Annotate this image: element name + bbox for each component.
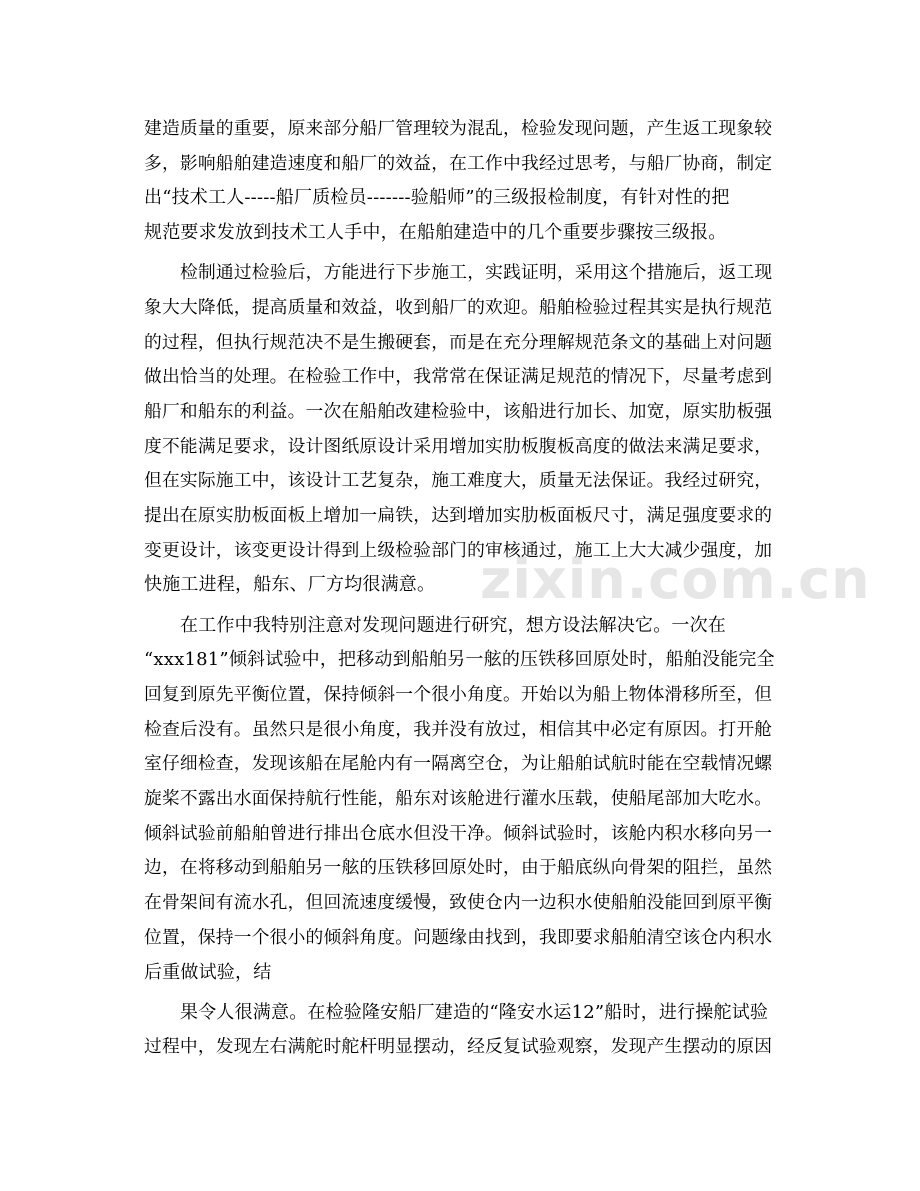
- text-line: “xxx181”倾斜试验中，把移动到船舶另一舷的压铁移回原处时，船舶没能完全: [144, 649, 775, 671]
- text-line: 变更设计，该变更设计得到上级检验部门的审核通过，施工上大大减少强度，加: [144, 540, 773, 561]
- paragraph-4: [144, 996, 780, 1065]
- text-line: 室仔细检查，发现该船在尾舱内有一隔离空仓，为让船舶试航时能在空载情况螺: [144, 754, 773, 775]
- text-line: 的过程，但执行规范决不是生搬硬套，而是在充分理解规范条文的基础上对问题: [144, 332, 773, 353]
- text-line: 多，影响船舶建造速度和船厂的效益，在工作中我经过思考，与船厂协商，制定: [144, 153, 773, 174]
- text-line: 船厂和船东的利益。一次在船舶改建检验中，该船进行加长、加宽，原实肋板强: [144, 402, 773, 422]
- text-line: 边，在将移动到船舶另一舷的压铁移回原处时，由于船底纵向骨架的阻拦，虽然: [144, 858, 773, 879]
- text-line: 旋桨不露出水面保持航行性能，船东对该舱进行灌水压载，使船尾部加大吃水。: [144, 789, 773, 810]
- text-line: 在骨架间有流水孔，但回流速度缓慢，致使仓内一边积水使船舶没能回到原平衡: [144, 893, 773, 914]
- text-line: 倾斜试验前船舶曾进行排出仓底水但没干净。倾斜试验时，该舱内积水移向另一: [144, 823, 773, 844]
- body-text: [144, 112, 780, 1065]
- paragraph-2: [144, 256, 780, 603]
- watermark: zixin.com.cn: [480, 548, 871, 611]
- text-line: 建造质量的重要，原来部分船厂管理较为混乱，检验发现问题，产生返工现象较: [144, 119, 773, 139]
- text-line: 检制通过检验后，方能进行下步施工，实践证明，采用这个措施后，返工现: [180, 263, 773, 284]
- text-line: 回复到原先平衡位置，保持倾斜一个很小角度。开始以为船上物体滑移所至，但: [144, 685, 773, 705]
- text-line: 做出恰当的处理。在检验工作中，我常常在保证满足规范的情况下，尽量考虑到: [144, 367, 773, 388]
- paragraph-3: [144, 609, 780, 991]
- text-line: 果令人很满意。在检验隆安船厂建造的“隆安水运12”船时，进行操舵试验: [180, 1001, 769, 1023]
- text-line: 在工作中我特别注意对发现问题进行研究，想方设法解决它。一次在: [180, 614, 726, 636]
- text-line: 后重做试验，结: [144, 961, 272, 983]
- text-line: 提出在原实肋板面板上增加一扁铁，达到增加实肋板面板尺寸，满足强度要求的: [144, 506, 773, 527]
- text-line: 检查后没有。虽然只是很小角度，我并没有放过，相信其中必定有原因。打开舱: [144, 719, 773, 740]
- paragraph-1: [144, 112, 780, 251]
- text-line: 但在实际施工中，该设计工艺复杂，施工难度大，质量无法保证。我经过研究，: [144, 471, 773, 492]
- text-line: 象大大降低，提高质量和效益，收到船厂的欢迎。船舶检验过程其实是执行规范: [144, 297, 773, 318]
- text-line: 出“技术工人-----船厂质检员-------验船师”的三级报检制度，有针对性的把: [144, 187, 730, 209]
- text-line: 快施工进程，船东、厂方均很满意。: [144, 574, 436, 596]
- text-line: 位置，保持一个很小的倾斜角度。问题缘由找到，我即要求船舶清空该仓内积水: [144, 927, 773, 948]
- text-line: 度不能满足要求，设计图纸原设计采用增加实肋板腹板高度的做法来满足要求，: [144, 436, 773, 457]
- text-line: 规范要求发放到技术工人手中，在船舶建造中的几个重要步骤按三级报。: [144, 222, 727, 244]
- text-line: 过程中，发现左右满舵时舵杆明显摆动，经反复试验观察，发现产生摆动的原因: [144, 1037, 773, 1058]
